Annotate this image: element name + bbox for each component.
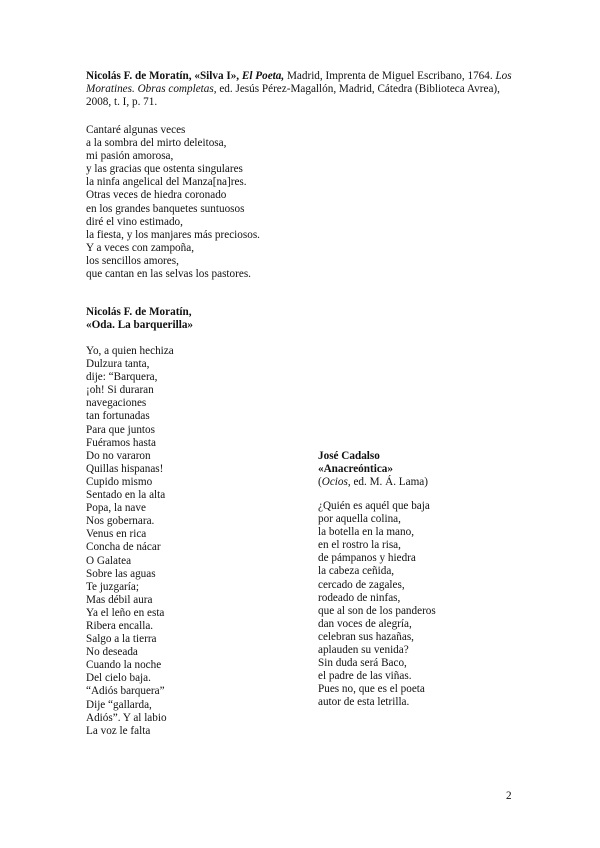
poem-silva-i — [86, 124, 260, 281]
verse-line: dije: “Barquera, — [86, 371, 158, 384]
verse-line: cercado de zagales, — [318, 578, 405, 591]
verse-line: Yo, a quien hechiza — [86, 345, 174, 357]
verse-line: Cuando la noche — [86, 659, 162, 672]
verse-line: rodeado de ninfas, — [318, 591, 401, 604]
poem-anacreontica — [318, 500, 436, 710]
section-title-barquerilla — [86, 306, 193, 332]
verse-line: No deseada — [86, 646, 138, 659]
verse-line: Para que juntos — [86, 423, 155, 436]
page-number: 2 — [506, 790, 512, 802]
header-publisher: Madrid, Imprenta de Miguel Escribano, 1764. — [284, 70, 493, 82]
verse-line: Del cielo baja. — [86, 672, 151, 685]
verse-line: Venus en rica — [86, 528, 147, 541]
verse-line: que cantan en las selvas los pastores. — [86, 268, 251, 281]
verse-line: la cabeza ceñida, — [318, 565, 395, 578]
verse-line: Pues no, que es el poeta — [318, 683, 425, 696]
verse-line: diré el vino estimado, — [86, 215, 183, 228]
section-author: Nicolás F. de Moratín, — [86, 306, 192, 318]
verse-line: Adiós”. Y al labio — [86, 711, 167, 724]
verse-line: navegaciones — [86, 397, 147, 410]
verse-line: Dije “gallarda, — [86, 698, 152, 711]
verse-line: Y a veces con zampoña, — [86, 241, 194, 254]
verse-line: los sencillos amores, — [86, 254, 179, 267]
verse-line: Popa, la nave — [86, 502, 146, 515]
verse-line: de pámpanos y hiedra — [318, 552, 416, 565]
verse-line: Te juzgaría; — [86, 580, 139, 593]
verse-line: y las gracias que ostenta singulares — [86, 163, 243, 176]
verse-line: Cupido mismo — [86, 475, 153, 488]
verse-line: la botella en la mano, — [318, 526, 414, 539]
verse-line: tan fortunadas — [86, 410, 150, 423]
section-source: (Ocios, ed. M. Á. Lama) — [318, 476, 428, 489]
verse-line: Quillas hispanas! — [86, 462, 164, 475]
verse-line: Cantaré algunas veces — [86, 124, 186, 136]
verse-line: “Adiós barquera” — [86, 685, 165, 698]
verse-line: en el rostro la risa, — [318, 539, 401, 552]
header-edition: , ed. Jesús Pérez-Magallón, Madrid, Cátedra (Biblioteca Avrea), 2008, t. I, p. 71. — [86, 83, 500, 109]
verse-line: aplauden su venida? — [318, 644, 409, 657]
verse-line: Sin duda será Baco, — [318, 657, 407, 670]
verse-line: Sentado en la alta — [86, 489, 166, 502]
verse-line: en los grandes banquetes suntuosos — [86, 202, 245, 215]
verse-line: ¿Quién es aquél que baja — [318, 500, 430, 512]
bibliographic-header — [86, 70, 526, 109]
verse-line: mi pasión amorosa, — [86, 150, 174, 163]
verse-line: Fuéramos hasta — [86, 436, 156, 449]
verse-line: por aquella colina, — [318, 513, 401, 526]
verse-line: O Galatea — [86, 554, 132, 567]
verse-line: Dulzura tanta, — [86, 358, 150, 371]
verse-line: Otras veces de hiedra coronado — [86, 189, 227, 202]
verse-line: Ya el leño en esta — [86, 606, 165, 619]
header-work: El Poeta, — [241, 70, 285, 82]
verse-line: ¡oh! Si duraran — [86, 384, 154, 397]
section-author: José Cadalso — [318, 450, 380, 462]
section-poem-title: «Anacreóntica» — [318, 463, 393, 476]
section-title-anacreontica — [318, 450, 428, 489]
verse-line: Concha de nácar — [86, 541, 161, 554]
verse-line: Ribera encalla. — [86, 619, 154, 632]
verse-line: Nos gobernara. — [86, 515, 155, 528]
verse-line: Do no vararon — [86, 449, 151, 462]
verse-line: que al son de los panderos — [318, 604, 436, 617]
header-author: Nicolás F. de Moratín, «Silva I», — [86, 70, 240, 82]
verse-line: La voz le falta — [86, 724, 151, 737]
verse-line: Salgo a la tierra — [86, 633, 157, 646]
poem-barquerilla — [86, 345, 174, 738]
verse-line: la ninfa angelical del Manza[na]res. — [86, 176, 247, 189]
verse-line: Sobre las aguas — [86, 567, 156, 580]
verse-line: celebran sus hazañas, — [318, 630, 414, 643]
verse-line: autor de esta letrilla. — [318, 696, 410, 709]
verse-line: dan voces de alegría, — [318, 617, 412, 630]
section-poem-title: «Oda. La barquerilla» — [86, 319, 194, 332]
verse-line: la fiesta, y los manjares más preciosos. — [86, 228, 260, 241]
verse-line: el padre de las viñas. — [318, 670, 412, 683]
verse-line: a la sombra del mirto deleitosa, — [86, 137, 227, 150]
header-series: Los Moratines. Obras completas — [86, 70, 512, 96]
verse-line: Mas débil aura — [86, 593, 153, 606]
